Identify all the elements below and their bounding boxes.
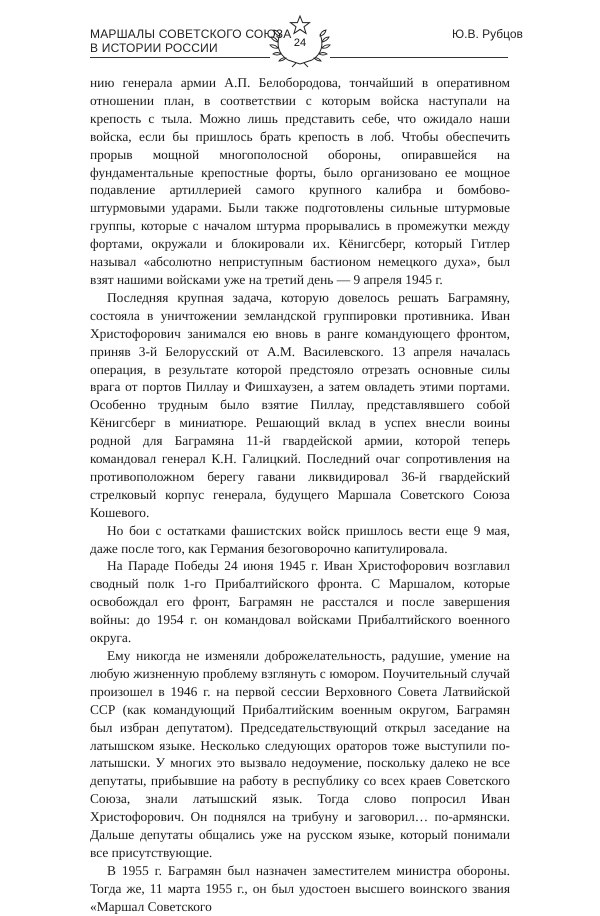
header-rule-left [90,57,270,58]
page-number: 24 [293,37,307,49]
paragraph: Ему никогда не изменяли доброжелательность, радушие, умение на любую жизненную проблему взглянуть с юмором. Поучительный случай произошел в 1946 г. на первой сессии Верховного Совета Латвийской ССР (как командующий Прибалтийским военным округом, Баграмян был избран депутатом). Председательствующий открыл заседание на латышском языке. Несколько следующих ораторов тоже выступили по-латышски. У многих это вызвало недоумение, поскольку далеко не все депутаты, прибывшие на работу в республику со всех краев Советского Союза, знали латышский язык. Тогда слово попросил Иван Христофорович. Он поднялся на трибуну и заговорил… по-армянски. Дальше депутаты общались уже на русском языке, который понимали все присутствующие. [90,648,510,860]
author-name: Ю.В. Рубцов [452,27,523,41]
paragraph: Последняя крупная задача, которую довелось решать Баграмяну, состояла в уничтожении земландской группировки противника. Иван Христофорович занимался ею вновь в ранге командующего фронтом, приняв 3-й Белорусский от А.М. Василевского. 13 апреля началась операция, в результате которой предстояло отрезать основные силы врага от портов Пиллау и Фишхаузен, а затем овладеть этими портами. Особенно трудным было взятие Пиллау, представлявшего собой Кёнигсберг в миниатюре. Решающий вклад в успех внесли воины родной для Баграмяна 11-й гвардейской армии, которой теперь командовал генерал К.Н. Галицкий. Последний очаг сопротивления на противоположном берегу гавани ликвидировал 36-й гвардейский стрелковый корпус генерала, будущего Маршала Советского Союза Кошевого. [90,289,510,520]
paragraph: Но бои с остатками фашистских войск пришлось вести еще 9 мая, даже после того, как Германия безоговорочно капитулировала. [90,522,510,556]
body-text [90,74,510,916]
paragraph: нию генерала армии А.П. Белобородова, тончайший в оперативном отношении план, в соответствии с которым войска наступали на крепость с тыла. Можно лишь представить себе, что ожидало наши войска, если бы пришлось брать крепость в лоб. Чтобы обеспечить прорыв мощной многополосной обороны, опиравшейся на фундаментальные крепостные форты, было организовано ее мощное подавление артиллерией самого крупного калибра и бомбово-штурмовыми ударами. Были также подготовлены сильные штурмовые группы, которые с началом штурма прорывались в промежутки между фортами, окружали и блокировали их. Кёнигсберг, который Гитлер называл «абсолютно неприступным бастионом немецкого духа», был взят нашими войсками уже на третий день — 9 апреля 1945 г. [90,75,510,287]
paragraph: В 1955 г. Баграмян был назначен заместителем министра обороны. Тогда же, 11 марта 1955 г., он был удостоен высшего воинского звания «Маршал Советского [90,862,510,914]
book-title-line-2: В ИСТОРИИ РОССИИ [90,41,218,55]
header-rule-right [330,57,508,58]
page-header [0,0,600,66]
paragraph: На Параде Победы 24 июня 1945 г. Иван Христофорович возглавил сводный полк 1-го Прибалтийского фронта. С Маршалом, которые освобождал его фронт, Баграмян не расстался и после завершения войны: до 1954 г. он командовал войсками Прибалтийского военного округа. [90,558,510,646]
book-title-line-1: МАРШАЛЫ СОВЕТСКОГО СОЮЗА [90,27,292,41]
book-title [90,27,291,55]
